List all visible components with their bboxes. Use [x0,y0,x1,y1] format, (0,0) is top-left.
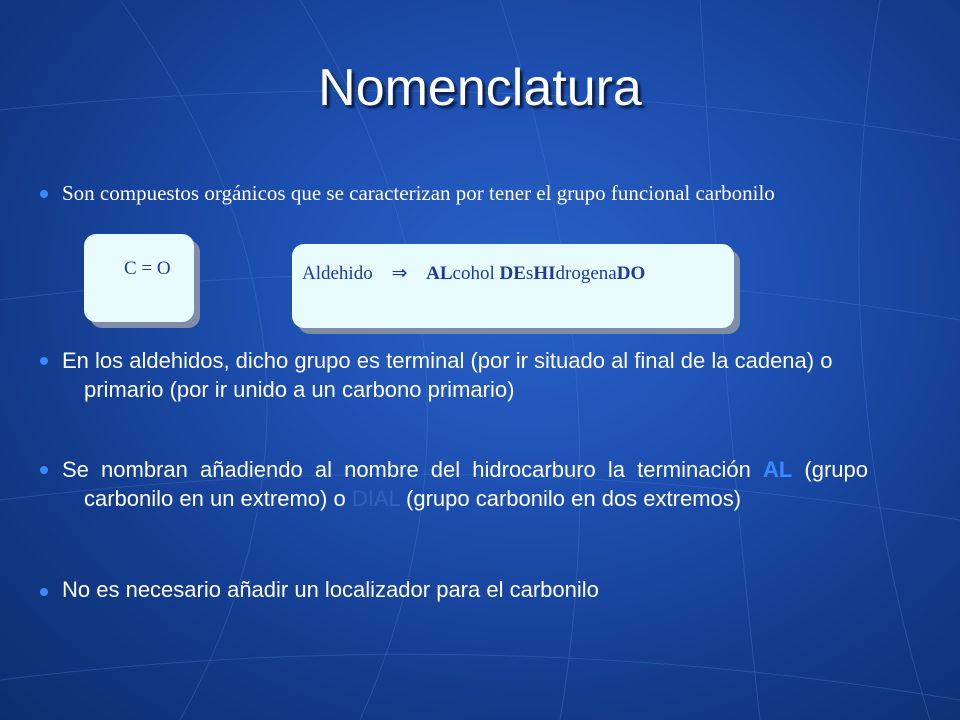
suffix-al: AL [762,457,793,482]
arrow-icon: ⇒ [391,263,408,284]
nombran-text-1: Se nombran añadiendo al nombre del hidrocarburo la terminación [62,457,763,482]
bullet-carbonilo: Son compuestos orgánicos que se caracterizan por tener el grupo funcional carbonilo [62,181,775,205]
suffix-dial: DIAL [351,486,400,511]
mnemonic-do: DO [616,263,646,284]
bullet-dot [40,466,48,474]
bullet-localizador: No es necesario añadir un localizador para el carbonilo [62,577,599,602]
nombran-text-3: (grupo carbonilo en dos extremos) [399,486,742,511]
nombran-text-2: (grupo carbonilo en un extremo) o [84,457,868,511]
slide-title: Nomenclatura [318,59,642,117]
mnemonic-de: DE [499,263,526,284]
mnemonic-hi: HI [533,263,556,284]
bullet-terminal: En los aldehidos, dicho grupo es terminal (por ir situado al final de la cadena) o primario (por ir unido a un carbono primario) [62,348,833,402]
bullet-dot [40,588,48,596]
mnemonic-cohol: cohol [452,263,500,284]
mnemonic-drogena: drogena [555,263,617,284]
formula-box [84,234,194,322]
bullet-nombran [62,455,868,513]
bullet-dot [40,190,48,198]
mnemonic-word: Aldehido [302,263,373,284]
mnemonic-text [302,262,645,285]
mnemonic-box [292,244,734,328]
mnemonic-s: s [525,263,534,284]
formula-text: C = O [124,258,171,279]
mnemonic-al: AL [426,263,453,284]
bullet-dot [40,357,48,365]
